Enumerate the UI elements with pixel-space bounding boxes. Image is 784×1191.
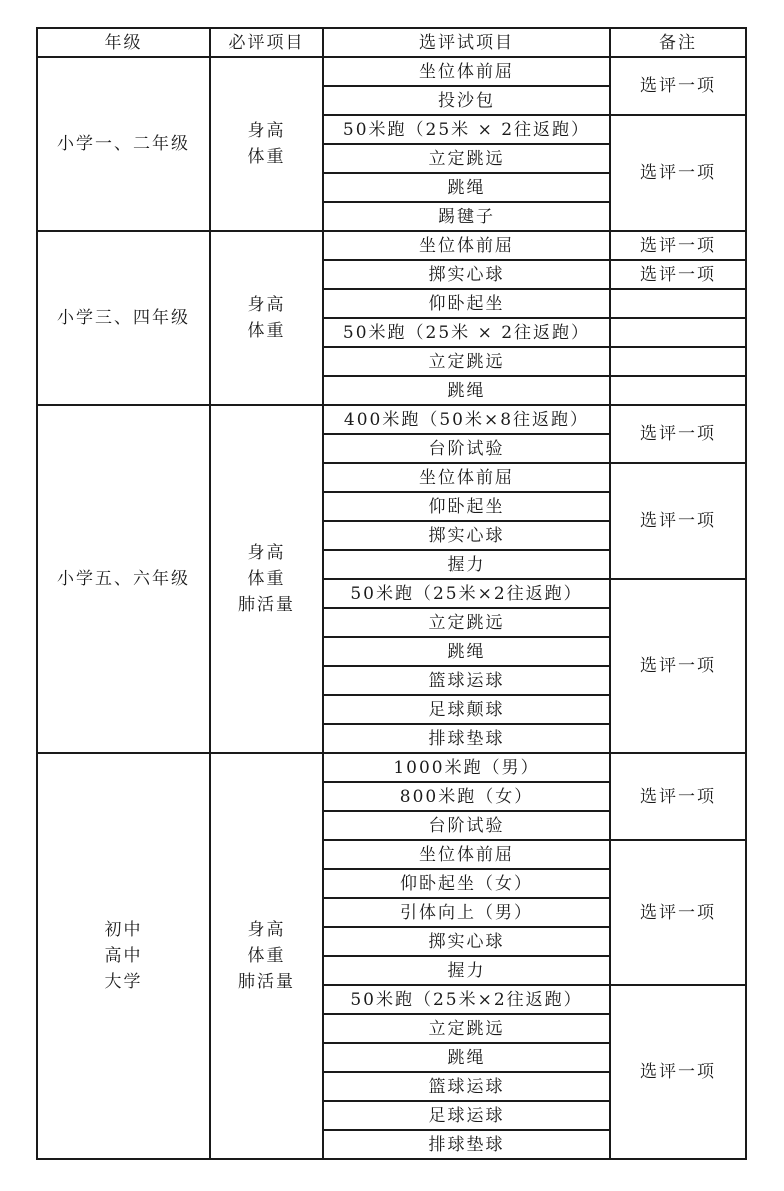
optional-item-cell: 50米跑（25米×2往返跑）	[323, 985, 610, 1014]
table-row	[37, 57, 746, 86]
optional-item-cell: 台阶试验	[323, 434, 610, 463]
optional-item-cell: 仰卧起坐（女）	[323, 869, 610, 898]
remark-cell: 选评一项	[610, 579, 746, 753]
optional-item-cell: 排球垫球	[323, 1130, 610, 1159]
optional-item-cell: 跳绳	[323, 637, 610, 666]
remark-cell	[610, 376, 746, 405]
optional-item-cell: 握力	[323, 550, 610, 579]
grade-cell: 小学一、二年级	[37, 57, 210, 231]
optional-item-cell: 立定跳远	[323, 1014, 610, 1043]
optional-item-cell: 800米跑（女）	[323, 782, 610, 811]
optional-item-cell: 掷实心球	[323, 260, 610, 289]
grade-cell: 小学三、四年级	[37, 231, 210, 405]
optional-item-cell: 50米跑（25米×2往返跑）	[323, 579, 610, 608]
grade-cell: 小学五、六年级	[37, 405, 210, 753]
remark-cell: 选评一项	[610, 840, 746, 985]
optional-item-cell: 足球颠球	[323, 695, 610, 724]
required-items-cell: 身高 体重	[210, 57, 323, 231]
grade-cell: 初中 高中 大学	[37, 753, 210, 1159]
optional-item-cell: 仰卧起坐	[323, 289, 610, 318]
optional-item-cell: 仰卧起坐	[323, 492, 610, 521]
optional-item-cell: 投沙包	[323, 86, 610, 115]
optional-item-cell: 立定跳远	[323, 347, 610, 376]
optional-item-cell: 坐位体前屈	[323, 463, 610, 492]
optional-item-cell: 踢毽子	[323, 202, 610, 231]
optional-item-cell: 篮球运球	[323, 1072, 610, 1101]
table-body	[37, 57, 746, 1159]
optional-item-cell: 引体向上（男）	[323, 898, 610, 927]
optional-item-cell: 跳绳	[323, 1043, 610, 1072]
remark-cell: 选评一项	[610, 985, 746, 1159]
required-items-cell: 身高 体重 肺活量	[210, 753, 323, 1159]
optional-item-cell: 坐位体前屈	[323, 840, 610, 869]
remark-cell: 选评一项	[610, 753, 746, 840]
header-optional-items: 选评试项目	[323, 28, 610, 57]
optional-item-cell: 台阶试验	[323, 811, 610, 840]
remark-cell	[610, 289, 746, 318]
optional-item-cell: 坐位体前屈	[323, 57, 610, 86]
table-row	[37, 753, 746, 782]
optional-item-cell: 掷实心球	[323, 927, 610, 956]
optional-item-cell: 篮球运球	[323, 666, 610, 695]
remark-cell: 选评一项	[610, 57, 746, 115]
remark-cell: 选评一项	[610, 231, 746, 260]
optional-item-cell: 400米跑（50米×8往返跑）	[323, 405, 610, 434]
optional-item-cell: 排球垫球	[323, 724, 610, 753]
optional-item-cell: 立定跳远	[323, 608, 610, 637]
optional-item-cell: 1000米跑（男）	[323, 753, 610, 782]
header-grade: 年级	[37, 28, 210, 57]
remark-cell: 选评一项	[610, 463, 746, 579]
header-row	[37, 28, 746, 57]
optional-item-cell: 立定跳远	[323, 144, 610, 173]
optional-item-cell: 50米跑（25米 × 2往返跑）	[323, 318, 610, 347]
remark-cell	[610, 318, 746, 347]
header-remark: 备注	[610, 28, 746, 57]
remark-cell	[610, 347, 746, 376]
optional-item-cell: 50米跑（25米 × 2往返跑）	[323, 115, 610, 144]
remark-cell: 选评一项	[610, 405, 746, 463]
header-required-items: 必评项目	[210, 28, 323, 57]
fitness-test-table	[36, 27, 747, 1160]
table-row	[37, 231, 746, 260]
required-items-cell: 身高 体重 肺活量	[210, 405, 323, 753]
required-items-cell: 身高 体重	[210, 231, 323, 405]
optional-item-cell: 足球运球	[323, 1101, 610, 1130]
optional-item-cell: 跳绳	[323, 173, 610, 202]
optional-item-cell: 握力	[323, 956, 610, 985]
optional-item-cell: 坐位体前屈	[323, 231, 610, 260]
table-row	[37, 405, 746, 434]
remark-cell: 选评一项	[610, 115, 746, 231]
optional-item-cell: 跳绳	[323, 376, 610, 405]
remark-cell: 选评一项	[610, 260, 746, 289]
optional-item-cell: 掷实心球	[323, 521, 610, 550]
